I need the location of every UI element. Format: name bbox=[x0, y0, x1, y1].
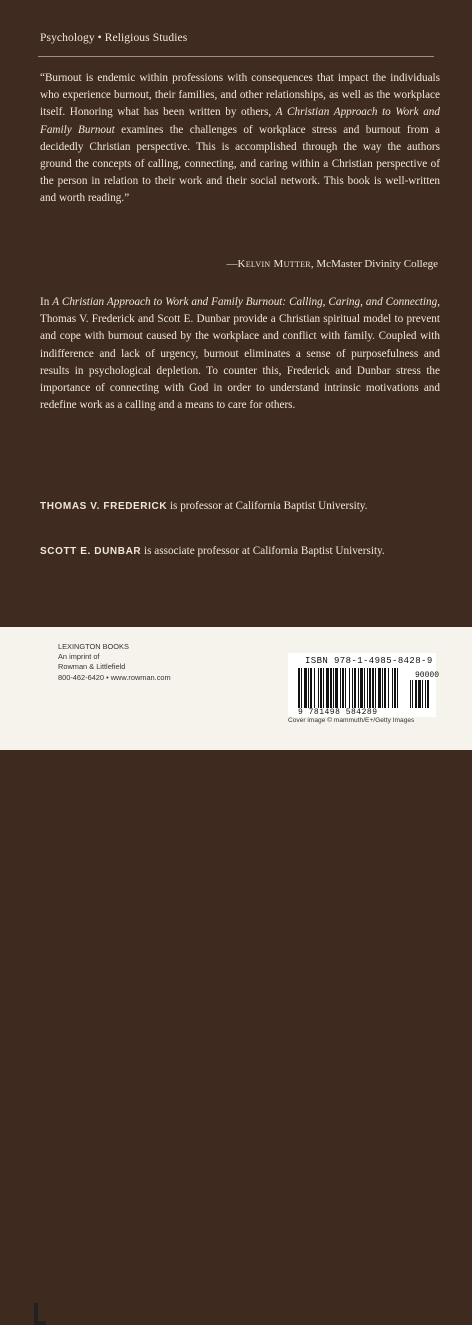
author-text-2: is associate professor at California Baptist University. bbox=[141, 545, 385, 557]
barcode-digits: 9 781498 584289 bbox=[298, 708, 378, 717]
attribution-org: , McMaster Divinity College bbox=[310, 258, 438, 270]
publisher-logo-icon bbox=[34, 1303, 46, 1325]
author-bio-2 bbox=[40, 545, 440, 557]
endorsement-quote bbox=[40, 70, 440, 208]
author-name-1: THOMAS V. FREDERICK bbox=[40, 501, 168, 512]
description-title: A Christian Approach to Work and Family Burnout: Calling, Caring, and Connecting, bbox=[52, 296, 440, 308]
publisher-imprint: An imprint of bbox=[58, 652, 100, 662]
cover-body bbox=[0, 0, 472, 627]
publisher-parent: Rowman & Littlefield bbox=[58, 662, 126, 672]
description-body: Thomas V. Frederick and Scott E. Dunbar provide a Christian spiritual model to prevent and cope with burnout caused by the workplace and conflict with family. Coupled with indifference and lack of urgency, burnout eliminates a sense of purposefulness and results in psychological depletion. To counter this, Frederick and Dunbar stress the importance of connecting with God in order to understand intrinsic motivations and redefine work as a calling and a means to care for others. bbox=[40, 313, 440, 412]
publisher-name: LEXINGTON BOOKS bbox=[58, 642, 129, 651]
author-name-2: SCOTT E. DUNBAR bbox=[40, 546, 142, 557]
divider bbox=[38, 56, 434, 57]
publisher-info bbox=[58, 642, 171, 683]
author-bio-1 bbox=[40, 500, 440, 512]
author-text-1: is professor at California Baptist University. bbox=[167, 500, 368, 512]
book-description bbox=[40, 294, 440, 414]
cover-image-credit: Cover image © mammuth/E+/Getty Images bbox=[288, 717, 415, 724]
attribution-dash: — bbox=[226, 258, 238, 270]
publisher-contact: 800-462-6420 • www.rowman.com bbox=[58, 672, 171, 682]
quote-text-1: “Burnout is endemic within professions with consequences that impact the individuals who experience burnout, their families, and other relationships, as well as the workplace itself. Honoring what has been written by others, bbox=[40, 72, 440, 119]
quote-text-2: examines the challenges of workplace stress and burnout from a decidedly Christian perspective. This is accomplished through the way the authors ground the concepts of calling, connecting, and caring within a Christian perspective of the person in relation to their work and their social network. This book is well-written and worth reading.” bbox=[40, 123, 440, 205]
price-code: 90000 bbox=[415, 671, 440, 680]
attribution-name: Kelvin Mutter bbox=[237, 258, 311, 270]
isbn-text: ISBN 978-1-4985-8428-9 bbox=[305, 656, 433, 666]
category-label: Psychology • Religious Studies bbox=[40, 32, 188, 44]
endorsement-attribution bbox=[227, 258, 439, 270]
description-lead: In bbox=[40, 296, 53, 308]
quote-book-title: A Christian Approach to Work and Family Burnout bbox=[40, 106, 440, 136]
